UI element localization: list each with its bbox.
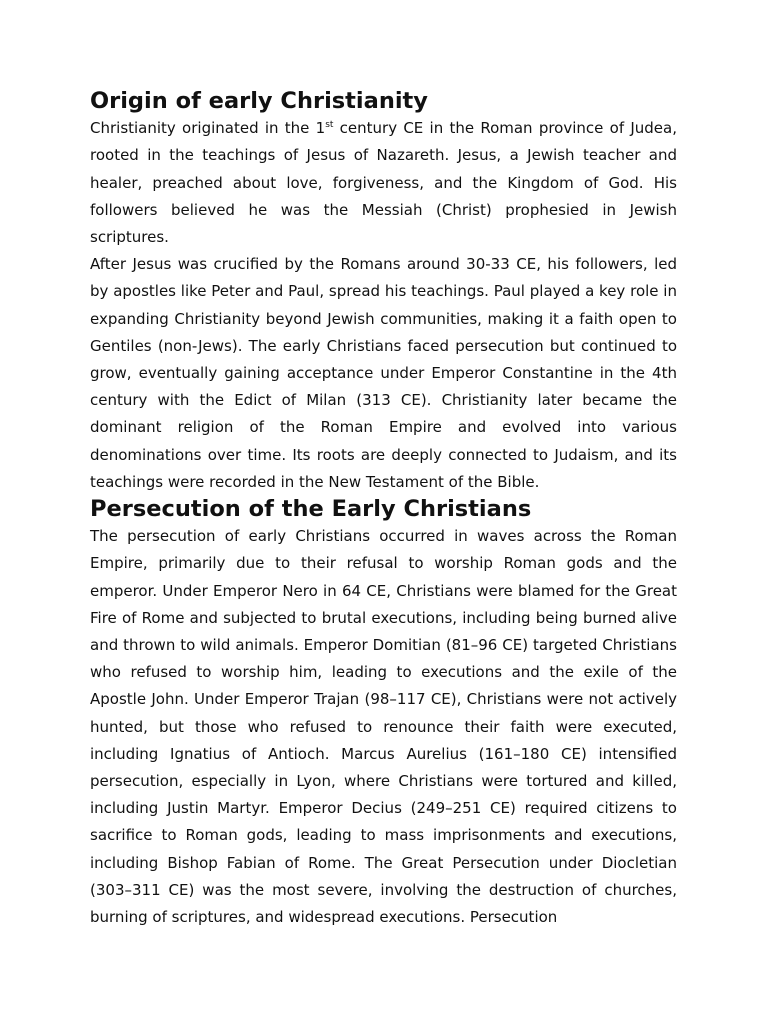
paragraph-persecution: The persecution of early Christians occurred in waves across the Roman Empire, primarily due to their refusal to worship Roman gods and the emperor. Under Emperor Nero in 64 CE, Christians were blamed for the Great Fire of Rome and subjected to brutal executions, including being burned alive and thrown to wild animals. Emperor Domitian (81–96 CE) targeted Christians who refused to worship him, leading to executions and the exile of the Apostle John. Under Emperor Trajan (98–117 CE), Christians were not actively hunted, but those who refused to renounce their faith were executed, including Ignatius of Antioch. Marcus Aurelius (161–180 CE) intensified persecution, especially in Lyon, where Christians were tortured and killed, including Justin Martyr. Emperor Decius (249–251 CE) required citizens to sacrifice to Roman gods, leading to mass imprisonments and executions, including Bishop Fabian of Rome. The Great Persecution under Diocletian (303–311 CE) was the most severe, involving the destruction of churches, burning of scriptures, and widespread executions. Persecution xyxy=(90,527,677,927)
section-heading-persecution: Persecution of the Early Christians xyxy=(90,496,532,523)
document-page xyxy=(90,88,677,931)
paragraph-origin-spread: After Jesus was crucified by the Romans around 30-33 CE, his followers, led by apostles like Peter and Paul, spread his teachings. Paul played a key role in expanding Christianity beyond Jewish communities, making it a faith open to Gentiles (non-Jews). The early Christians faced persecution but continued to grow, eventually gaining acceptance under Emperor Constantine in the 4th century with the Edict of Milan (313 CE). Christianity later became the dominant religion of the Roman Empire and evolved into various denominations over time. Its roots are deeply connected to Judaism, and its teachings were recorded in the New Testament of the Bible. xyxy=(90,255,677,491)
paragraph-origin-intro xyxy=(90,115,677,251)
paragraph-text-after-superscript: century CE in the Roman province of Judea, rooted in the teachings of Jesus of Nazareth. Jesus, a Jewish teacher and healer, preached about love, forgiveness, and the Kingdom of God. His followers believed he was the Messiah (Christ) prophesied in Jewish scriptures. xyxy=(90,119,677,247)
section-heading-origin: Origin of early Christianity xyxy=(90,88,428,114)
ordinal-superscript: st xyxy=(325,120,334,131)
paragraph-text-before-superscript: Christianity originated in the 1 xyxy=(90,119,326,138)
